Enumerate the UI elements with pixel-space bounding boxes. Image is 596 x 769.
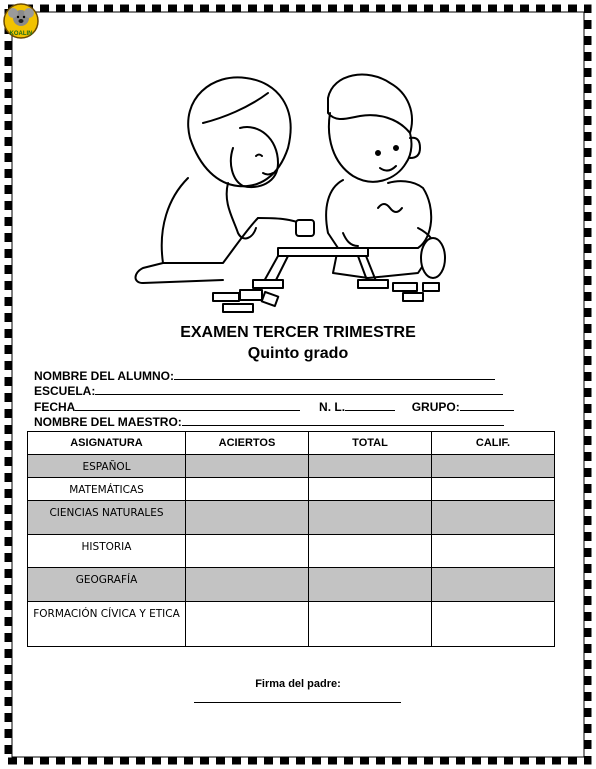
total-cell[interactable] (309, 501, 432, 535)
column-header-correct: ACIERTOS (186, 432, 309, 455)
table-row (28, 535, 555, 568)
subject-cell: ESPAÑOL (28, 455, 186, 478)
table-row (28, 455, 555, 478)
total-cell[interactable] (309, 535, 432, 568)
column-header-subject: ASIGNATURA (28, 432, 186, 455)
svg-text:KOALIN: KOALIN (9, 31, 33, 37)
subject-cell: FORMACIÓN CÍVICA Y ETICA (28, 602, 186, 647)
total-cell[interactable] (309, 478, 432, 501)
total-cell[interactable] (309, 455, 432, 478)
grade-subtitle: Quinto grado (247, 345, 349, 362)
parent-signature-label: Firma del padre: (255, 678, 341, 690)
table-row (28, 568, 555, 602)
teacher-name-label: NOMBRE DEL MAESTRO: (34, 415, 182, 429)
teacher-name-row (34, 414, 504, 429)
school-line[interactable] (95, 383, 503, 395)
grade-cell[interactable] (432, 455, 555, 478)
table-row (28, 501, 555, 535)
correct-cell[interactable] (186, 535, 309, 568)
correct-cell[interactable] (186, 455, 309, 478)
correct-cell[interactable] (186, 602, 309, 647)
column-header-grade: CALIF. (432, 432, 555, 455)
group-label: GRUPO: (411, 400, 460, 414)
group-line[interactable] (460, 399, 514, 411)
correct-cell[interactable] (186, 478, 309, 501)
subject-cell: HISTORIA (28, 535, 186, 568)
date-label: FECHA (34, 400, 76, 414)
total-cell[interactable] (309, 568, 432, 602)
subject-cell: CIENCIAS NATURALES (28, 501, 186, 535)
subject-cell: GEOGRAFÍA (28, 568, 186, 602)
correct-cell[interactable] (186, 568, 309, 602)
grades-table (27, 431, 555, 647)
teacher-name-line[interactable] (182, 414, 504, 426)
grade-cell[interactable] (432, 568, 555, 602)
total-cell[interactable] (309, 602, 432, 647)
list-number-line[interactable] (345, 399, 395, 411)
exam-title: EXAMEN TERCER TRIMESTRE (180, 324, 416, 341)
student-name-row (34, 368, 495, 383)
date-row (34, 399, 514, 414)
table-row (28, 602, 555, 647)
list-number-label: N. L. (319, 400, 346, 414)
student-name-label: NOMBRE DEL ALUMNO: (34, 369, 174, 383)
grade-cell[interactable] (432, 478, 555, 501)
student-name-line[interactable] (174, 368, 495, 380)
table-header-row (28, 432, 555, 455)
date-line[interactable] (75, 399, 300, 411)
school-label: ESCUELA: (34, 384, 96, 398)
grade-cell[interactable] (432, 602, 555, 647)
grade-cell[interactable] (432, 501, 555, 535)
correct-cell[interactable] (186, 501, 309, 535)
children-playing-blocks-illustration (128, 68, 458, 316)
parent-signature-line[interactable] (194, 702, 401, 703)
column-header-total: TOTAL (309, 432, 432, 455)
koala-logo-icon (2, 2, 40, 40)
grade-cell[interactable] (432, 535, 555, 568)
school-row (34, 383, 503, 398)
subject-cell: MATEMÁTICAS (28, 478, 186, 501)
table-row (28, 478, 555, 501)
